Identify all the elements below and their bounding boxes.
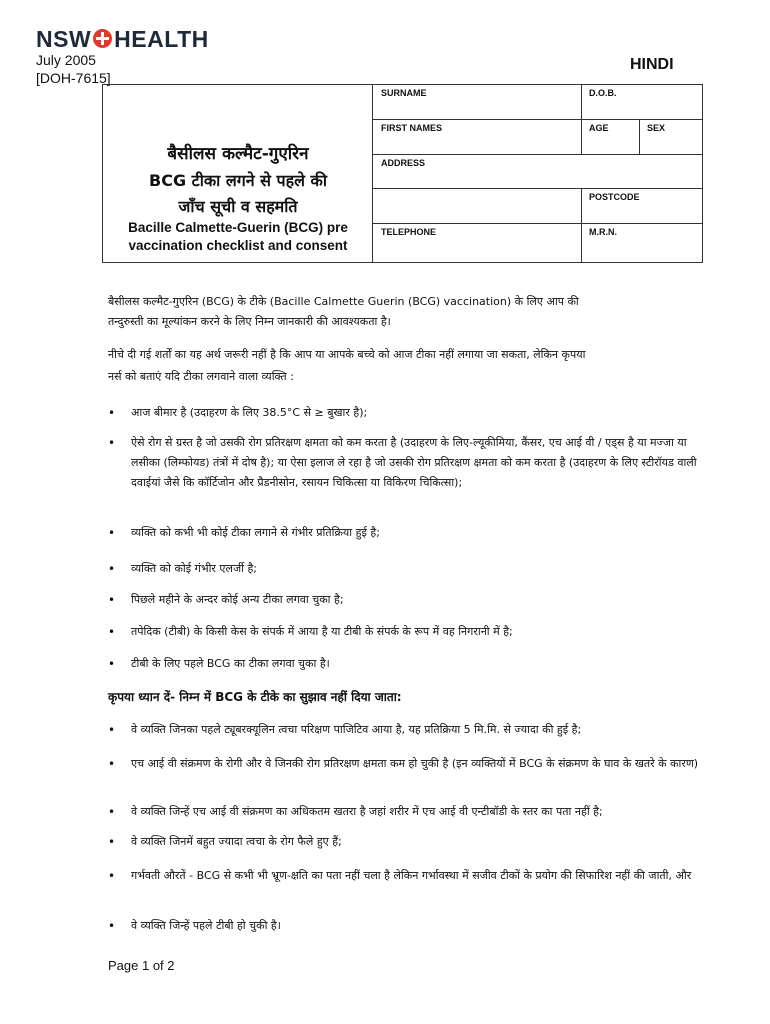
intro-line-3: नीचे दी गई शर्तों का यह अर्थ जरूरी नहीं है कि आप या आपके बच्चे को आज टीका नहीं लगाया जा सकता, लेकिन कृपया	[108, 348, 586, 361]
first-names-field[interactable]: FIRST NAMES	[381, 123, 443, 133]
sex-field[interactable]: SEX	[647, 123, 666, 133]
contraindication-text: वे व्यक्ति जिन्हें एच आई वी संक्रमण का अधिकतम खतरा है जहां शरीर में एच आई वी एन्टीबॉडी के स्तर का पता नहीं है;	[131, 805, 603, 818]
intro-line-2: तन्दुरुस्ती का मूल्यांकन करने के लिए निम्न जानकारी की आवश्यकता है।	[108, 315, 391, 328]
contraindication-text: वे व्यक्ति जिन्हें पहले टीबी हो चुकी है।	[131, 919, 281, 932]
contraindication-text: वे व्यक्ति जिनमें बहुत ज्यादा त्वचा के रोग फैले हुए हैं;	[131, 835, 342, 848]
title-hindi-line1: बैसीलस कल्मैट-गुएरिन	[167, 144, 309, 164]
bullet-icon: •	[108, 835, 116, 849]
condition-text: व्यक्ति को कभी भी कोई टीका लगाने से गंभीर प्रतिक्रिया हुई है;	[131, 526, 380, 539]
document-reference: [DOH-7615]	[36, 70, 111, 86]
waratah-icon	[93, 29, 112, 48]
contraindication-text: वे व्यक्ति जिनका पहले ट्यूबरक्यूलिन त्वचा परिक्षण पाजिटिव आया है, यह प्रतिक्रिया 5 मि.मि. से ज्यादा की हुई है;	[131, 723, 582, 736]
bullet-icon: •	[108, 526, 116, 540]
bullet-icon: •	[108, 919, 116, 933]
age-field[interactable]: AGE	[589, 123, 609, 133]
condition-text: आज बीमार है (उदाहरण के लिए 38.5°C से ≥ बुखार है);	[131, 406, 368, 419]
title-hindi-line3: जाँच सूची व सहमति	[178, 197, 298, 216]
page-number: Page 1 of 2	[108, 958, 175, 973]
document-date: July 2005	[36, 52, 96, 68]
contraindication-text: गर्भवती औरतें - BCG से कभी भी भ्रूण-क्षति का पता नहीं चला है लेकिन गर्भावस्था में सजीव टीकों के प्रयोग की सिफारिश नहीं की जाती, और	[131, 869, 692, 882]
telephone-field[interactable]: TELEPHONE	[381, 227, 437, 237]
condition-text: टीबी के लिए पहले BCG का टीका लगवा चुका है।	[131, 657, 330, 670]
condition-text: व्यक्ति को कोई गंभीर एलर्जी है;	[131, 562, 258, 575]
patient-details-table	[102, 84, 703, 263]
title-hindi-line2: BCG टीका लगने से पहले की	[149, 171, 327, 190]
nsw-health-logo	[36, 28, 209, 51]
mrn-field[interactable]: M.R.N.	[589, 227, 617, 237]
logo-text-nsw: NSW	[36, 26, 92, 52]
bullet-icon: •	[108, 406, 116, 420]
bullet-icon: •	[108, 593, 116, 607]
title-english: Bacille Calmette-Guerin (BCG) pre vaccination checklist and consent	[128, 220, 348, 253]
bullet-icon: •	[108, 625, 116, 639]
bullet-icon: •	[108, 757, 116, 771]
intro-line-1: बैसीलस कल्मैट-गुएरिन (BCG) के टीके (Bacille Calmette Guerin (BCG) vaccination) के लिए आप की	[108, 295, 579, 308]
title-block	[103, 85, 373, 262]
bullet-icon: •	[108, 723, 116, 737]
condition-text: तपेदिक (टीबी) के किसी केस के संपर्क में आया है या टीबी के संपर्क के रूप में वह निगरानी में है;	[131, 625, 513, 638]
contraindication-text: एच आई वी संक्रमण के रोगी और वे जिनकी रोग प्रतिरक्षण क्षमता कम हो चुकी है (इन व्यक्तियों में BCG के संक्रमण के घाव के खतरे के कारण)	[131, 757, 699, 770]
surname-field[interactable]: SURNAME	[381, 88, 427, 98]
bullet-icon: •	[108, 869, 116, 883]
logo-text-health: HEALTH	[114, 26, 209, 52]
dob-field[interactable]: D.O.B.	[589, 88, 617, 98]
bullet-icon: •	[108, 657, 116, 671]
address-field[interactable]: ADDRESS	[381, 158, 426, 168]
condition-text: ऐसे रोग से ग्रस्त है जो उसकी रोग प्रतिरक्षण क्षमता को कम करता है (उदाहरण के लिए-ल्यूकीमिया, कैंसर, एच आई वी / एड्स है या मज्जा या लसीका (लिम्फोयड) तंत्रों में दोष है); या ऐसा इलाज ले रहा है जो उसकी रोग प्रतिरक्षण क्षमता को कम करता है (उदाहरण के लिए स्टीरॉयड वाली दवाईयां जैसे कि कॉर्टिजोन और प्रैडनीसोन, रसायन चिकित्सा या विकिरण चिकित्सा);	[131, 436, 697, 489]
contraindications-heading: कृपया ध्यान दें- निम्न में BCG के टीके का सुझाव नहीं दिया जाता:	[108, 690, 402, 704]
bullet-icon: •	[108, 436, 116, 450]
bullet-icon: •	[108, 805, 116, 819]
bullet-icon: •	[108, 562, 116, 576]
intro-line-4: नर्स को बताएं यदि टीका लगवाने वाला व्यक्ति :	[108, 370, 294, 383]
language-label: HINDI	[630, 56, 674, 73]
condition-text: पिछले महीने के अन्दर कोई अन्य टीका लगवा चुका है;	[131, 593, 344, 606]
postcode-field[interactable]: POSTCODE	[589, 192, 640, 202]
